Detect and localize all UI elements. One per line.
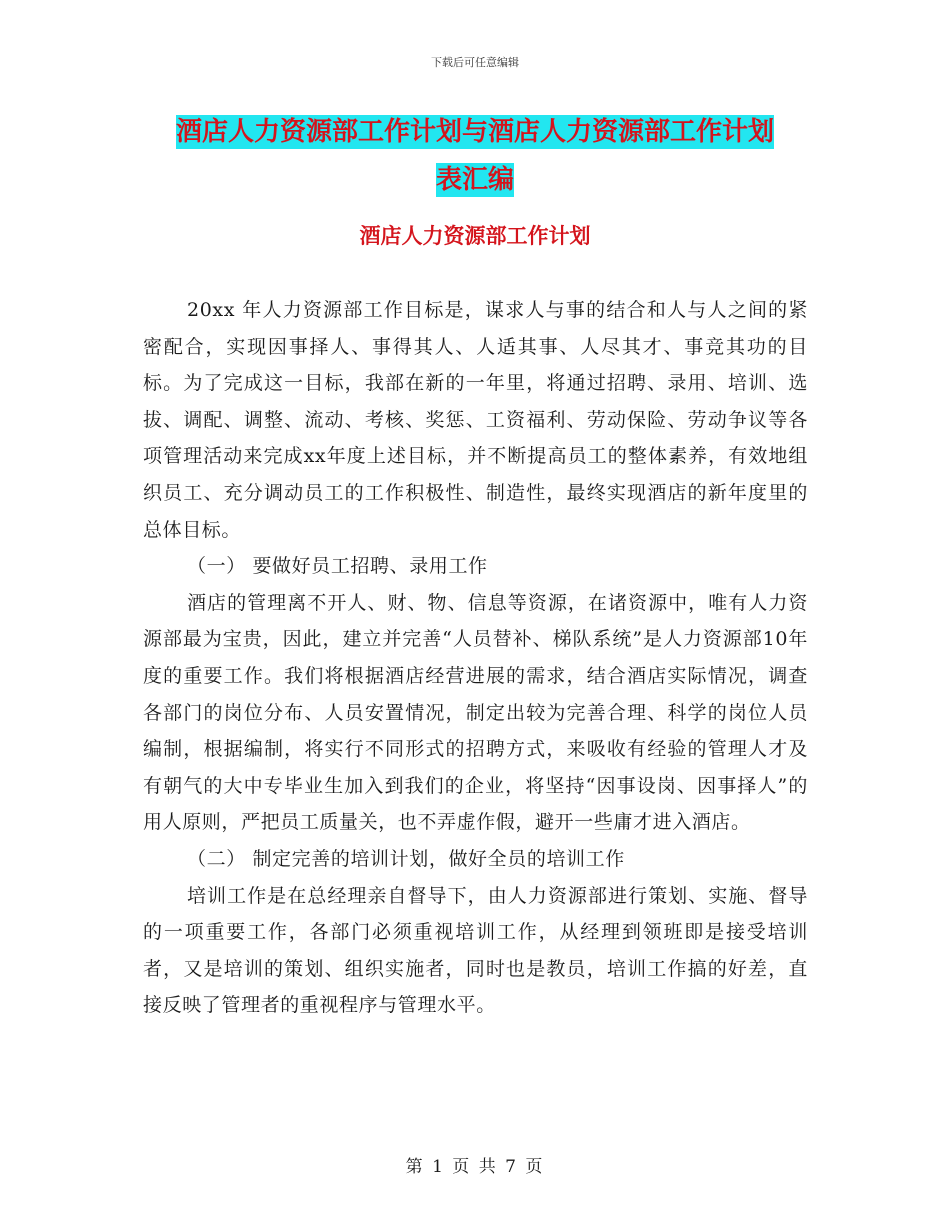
paragraph-recruitment: 酒店的管理离不开人、财、物、信息等资源，在诸资源中，唯有人力资源部最为宝贵，因此，建立并完善“人员替补、梯队系统”是人力资源部10年度的重要工作。我们将根据酒店经营进展的需求，结合酒店实际情况，调查各部门的岗位分布、人员安置情况，制定出较为完善合理、科学的岗位人员编制，根据编制，将实行不同形式的招聘方式，来吸收有经验的管理人才及有朝气的大中专毕业生加入到我们的企业，将坚持“因事设岗、因事择人”的用人原则，严把员工质量关，也不弄虚作假，避开一些庸才进入酒店。 — [143, 591, 808, 834]
subheading-training: （二） 制定完善的培训计划，做好全员的培训工作 — [187, 847, 625, 870]
section-title: 酒店人力资源部工作计划 — [359, 224, 591, 248]
paragraph-training: 培训工作是在总经理亲自督导下，由人力资源部进行策划、实施、督导的一项重要工作，各部门必须重视培训工作，从经理到领班即是接受培训者，又是培训的策划、组织实施者，同时也是教员，培训工作搞的好差，直接反映了管理者的重视程序与管理水平。 — [143, 884, 808, 1017]
document-body — [143, 292, 808, 1024]
subheading-recruitment: （一） 要做好员工招聘、录用工作 — [187, 555, 488, 578]
paragraph-intro: 20xx 年人力资源部工作目标是，谋求人与事的结合和人与人之间的紧密配合，实现因事择人、事得其人、人适其事、人尽其才、事竞其功的目标。为了完成这一目标，我部在新的一年里，将通过招聘、录用、培训、选拔、调配、调整、流动、考核、奖惩、工资福利、劳动保险、劳动争议等各项管理活动来完成xx年度上述目标，并不断提高员工的整体素养，有效地组织员工、充分调动员工的工作积极性、制造性，最终实现酒店的新年度里的总体目标。 — [143, 299, 808, 541]
header-note: 下载后可任意编辑 — [431, 56, 519, 69]
document-title-line2: 表汇编 — [435, 165, 514, 195]
document-title — [140, 108, 810, 204]
document-title-line1: 酒店人力资源部工作计划与酒店人力资源部工作计划 — [175, 117, 774, 147]
page-footer: 第 1 页 共 7 页 — [405, 1157, 545, 1177]
